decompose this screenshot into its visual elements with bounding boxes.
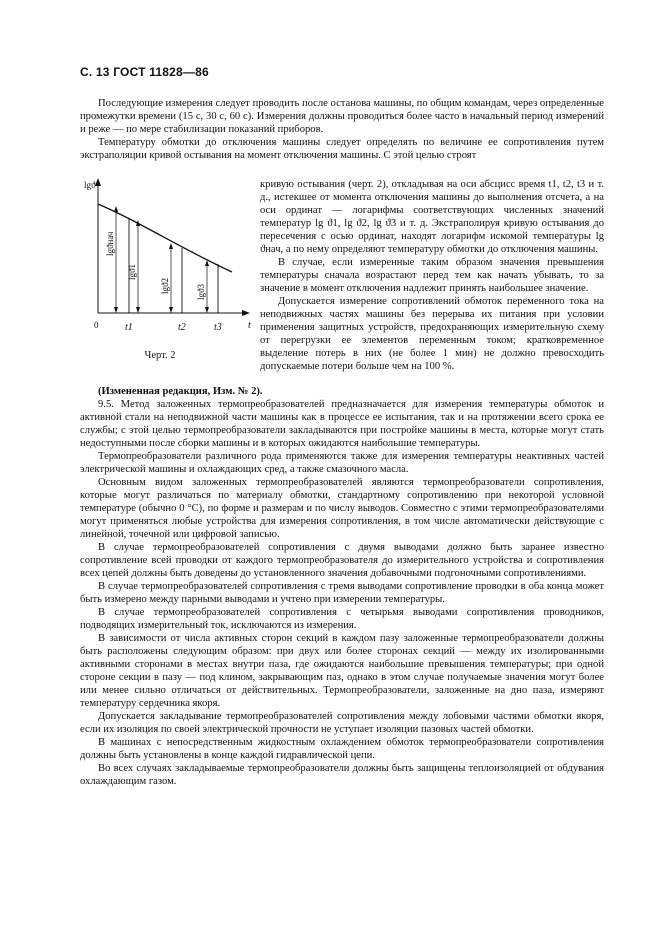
x-tick-label: t2 <box>178 322 186 333</box>
paragraph: В случае термопреобразователей сопротивления с двумя выводами должно быть заранее известно сопротивление всей проводки от каждого термопреобразователя до измерительного устройства и сопротивления всех цепей должны быть доведены до установленного значения добавочными подгоночными сопротивлениями. <box>80 542 604 579</box>
figure-caption: Черт. 2 <box>144 350 176 361</box>
text-block-top <box>80 97 604 162</box>
paragraph: В случае термопреобразователей сопротивления с тремя выводами сопротивление проводки в оба конца может быть измерено между парными выводами и учтено при измерении температуры. <box>80 581 604 605</box>
x-tick-label: t3 <box>214 322 222 333</box>
paragraph: В случае термопреобразователей сопротивления с четырьмя выводами сопротивления проводников, подводящих измерительный ток, исключаются из измерения. <box>80 607 604 631</box>
paragraph: 9.5. Метод заложенных термопреобразователей предназначается для измерения температуры обмоток и активной стали на неподвижной части машины как в процессе ее испытания, так и на протяжении всего срока ее службы; с этой целью термопреобразователи закладываются при постройке машины в места, которые могут стать недоступными после сборки машины и в которых ожидаются наибольшие температуры. <box>80 399 604 449</box>
y-axis-label: lgϑ <box>84 180 96 190</box>
x-axis-label: t <box>248 320 251 331</box>
y-marker-label: lgϑ2 <box>160 278 170 294</box>
cooling-curve-figure <box>80 178 256 372</box>
figure-wrap-block <box>80 178 604 373</box>
paragraph: кривую остывания (черт. 2), откладывая на оси абсцисс время t1, t2, t3 и т. д., истекшее от момента отключения машины до выполнения отсчета, а на оси ординат — логарифмы соответствующих численных значений температур lg ϑ1, lg ϑ2, lg ϑ3 и т. д. Экстраполируя кривую остывания до пересечения с осью ординат, находят логарифм искомой температуры lg ϑнач, а по нему определяют температуру обмотки до отключения машины. <box>260 179 604 255</box>
y-marker-label: lgϑ1 <box>127 264 137 280</box>
y-marker-label: lgϑнач <box>105 231 115 256</box>
paragraph: Температуру обмотки до отключения машины следует определять по величине ее сопротивления путем экстраполяции кривой остывания на момент отключения машины. С этой целью строят <box>80 137 604 161</box>
page-header: С. 13 ГОСТ 11828—86 <box>80 65 209 79</box>
x-axis-arrow <box>242 310 250 316</box>
paragraph: Термопреобразователи различного рода применяются также для измерения температуры неактивных частей электрической машины и охлаждающих сред, а также смазочного масла. <box>80 451 604 475</box>
text-block-main <box>80 385 604 788</box>
cooling-curve <box>98 204 232 272</box>
paragraph: В случае, если измеренные таким образом значения превышения температуры сначала возрастают перед тем как начать убывать, то за значение в момент отключения надлежит принять наибольшее значение. <box>260 257 604 294</box>
paragraph: В машинах с непосредственным жидкостным охлаждением обмоток термопреобразователи сопротивления должны быть установлены в конце каждой гидравлической цепи. <box>80 737 604 761</box>
y-marker-label: lgϑ3 <box>196 284 206 300</box>
paragraph: Основным видом заложенных термопреобразователей являются термопреобразователи сопротивления, которые могут различаться по материалу обмотки, стандартному сопротивлению при некоторой условной температуре (обычно 0 °С), по форме и размерам и по числу выводов. Совместно с этими термопреобразователями могут применяться любые устройства для измерения сопротивления, в том числе автоматически действующие с линейной, точечной или цифровой записью. <box>80 477 604 540</box>
paragraph: В зависимости от числа активных сторон секций в каждом пазу заложенные термопреобразователи должны быть расположены следующим образом: при двух или более сторонах секций — между их изолированными активными сторонами в местах внутри паза, где ожидаются наибольшие превышения температуры; при одной стороне секции в пазу — под клином, закрывающим паз, однако в этом случае получаемые значения могут более или менее сильно отличаться от действительных. Термопреобразователи, заложенные на дно паза, измеряют температуру сердечника якоря. <box>80 633 604 709</box>
paragraph: Допускается измерение сопротивлений обмоток переменного тока на неподвижных частях машины без перерыва их питания при условии применения защитных устройств, предохраняющих измерительную схему от перегрузки ее элементов переменным током; кратковременное выделение потерь в них (не более 1 мин) не должно превосходить допускаемые потери больше чем на 100 %. <box>260 296 604 372</box>
amendment-note: (Измененная редакция, Изм. № 2). <box>98 386 263 397</box>
x-tick-label: t1 <box>125 322 133 333</box>
cooling-curve-diagram <box>80 178 256 354</box>
paragraph: Последующие измерения следует проводить после останова машины, по общим командам, через определенные промежутки времени (15 с, 30 с, 60 с). Измерения должны проводиться более часто в начальный период измерений и реже — по мере стабилизации показаний приборов. <box>80 98 604 135</box>
paragraph: Во всех случаях закладываемые термопреобразователи должны быть защищены теплоизоляцией от обдувания охлаждающим газом. <box>80 763 604 787</box>
origin-label: 0 <box>94 320 99 330</box>
paragraph: Допускается закладывание термопреобразователей сопротивления между лобовыми частями обмотки якоря, если их изоляция по своей электрической прочности не уступает изоляции пазовых частей обмотки. <box>80 711 604 735</box>
y-axis-arrow <box>95 178 101 186</box>
